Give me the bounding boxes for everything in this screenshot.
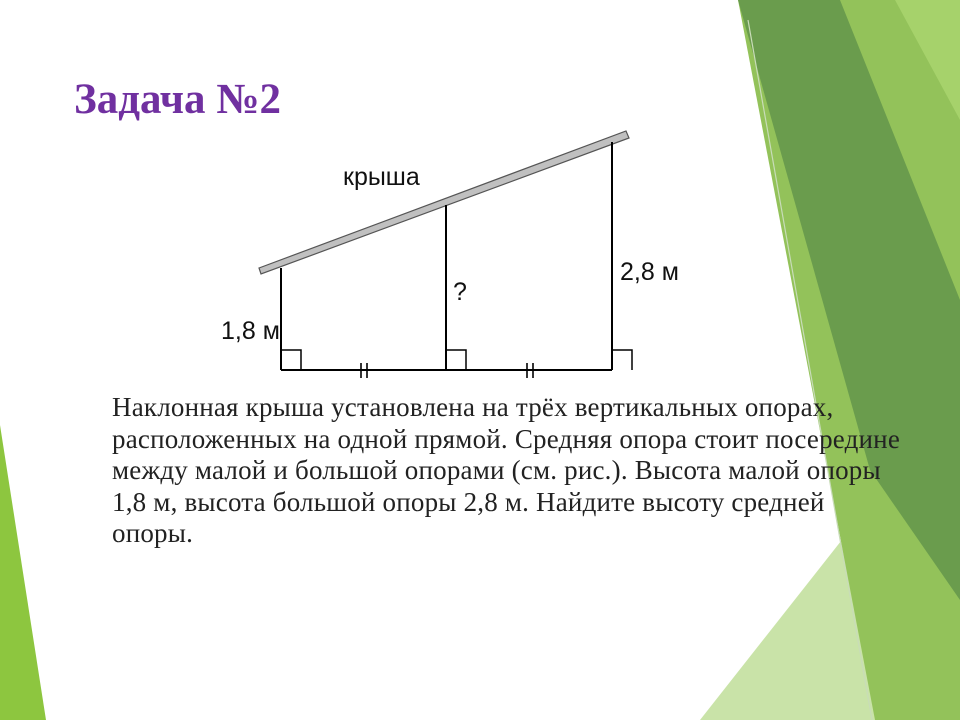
roof-beam xyxy=(259,131,629,274)
problem-text: Наклонная крыша установлена на трёх вертикальных опорах, расположенных на одной прямой. Средняя опора стоит посередине между малой и большой опорами (см. рис.). Высота малой опоры 1,8 м, высота большой опоры 2,8 м. Найдите высоту средней опоры. xyxy=(112,392,901,548)
small-support-label: 1,8 м xyxy=(221,317,280,345)
roof-label: крыша xyxy=(343,163,420,191)
large-support-label: 2,8 м xyxy=(620,258,679,286)
right-angle-mark-small xyxy=(281,350,301,370)
right-angle-mark-large xyxy=(612,350,632,370)
page-title: Задача №2 xyxy=(74,76,281,123)
right-angle-mark-middle xyxy=(446,350,466,370)
middle-support-label: ? xyxy=(453,278,467,306)
